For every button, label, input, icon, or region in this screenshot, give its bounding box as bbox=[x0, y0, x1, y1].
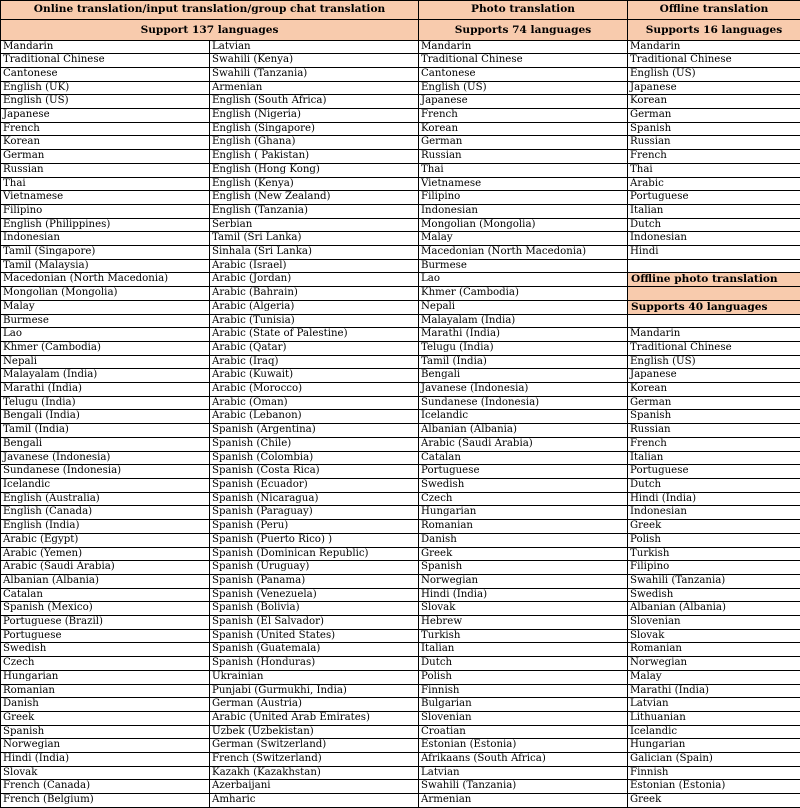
table-row bbox=[1, 54, 800, 68]
table-row bbox=[1, 246, 800, 260]
table-row bbox=[1, 533, 800, 547]
online-language-cell: Spanish (Mexico) bbox=[1, 602, 210, 616]
offline-language-cell: Dutch bbox=[628, 218, 800, 232]
table-row bbox=[1, 479, 800, 493]
offline-photo-language-cell: Italian bbox=[628, 451, 800, 465]
photo-language-cell: Romanian bbox=[419, 520, 628, 534]
online-language-cell: Portuguese (Brazil) bbox=[1, 616, 210, 630]
photo-language-cell: Burmese bbox=[419, 259, 628, 273]
online-language-cell: Macedonian (North Macedonia) bbox=[1, 273, 210, 287]
online-language-cell: Javanese (Indonesia) bbox=[1, 451, 210, 465]
photo-language-cell: Finnish bbox=[419, 684, 628, 698]
photo-language-cell: Turkish bbox=[419, 629, 628, 643]
online-language-cell: English (UK) bbox=[1, 81, 210, 95]
offline-photo-language-cell: Estonian (Estonia) bbox=[628, 780, 800, 794]
offline-language-cell: French bbox=[628, 150, 800, 164]
online-language-cell: Bengali (India) bbox=[1, 410, 210, 424]
photo-language-cell: Croatian bbox=[419, 725, 628, 739]
photo-language-cell: Telugu (India) bbox=[419, 341, 628, 355]
offline-photo-language-cell: Polish bbox=[628, 533, 800, 547]
photo-language-cell: Lao bbox=[419, 273, 628, 287]
online-language-cell: Arabic (Algeria) bbox=[210, 300, 419, 314]
online-language-cell: English (New Zealand) bbox=[210, 191, 419, 205]
online-language-cell: Arabic (Egypt) bbox=[1, 533, 210, 547]
offline-language-cell: Italian bbox=[628, 204, 800, 218]
offline-photo-language-cell: Japanese bbox=[628, 369, 800, 383]
offline-language-cell: Indonesian bbox=[628, 232, 800, 246]
photo-language-cell: Macedonian (North Macedonia) bbox=[419, 246, 628, 260]
table-row bbox=[1, 273, 800, 287]
photo-language-cell: Latvian bbox=[419, 766, 628, 780]
photo-language-cell: Portuguese bbox=[419, 465, 628, 479]
offline-photo-language-cell: Indonesian bbox=[628, 506, 800, 520]
offline-photo-language-cell: Romanian bbox=[628, 643, 800, 657]
online-language-cell: Nepali bbox=[1, 355, 210, 369]
offline-photo-language-cell: Swedish bbox=[628, 588, 800, 602]
table-row bbox=[1, 561, 800, 575]
table-row bbox=[1, 588, 800, 602]
offline-photo-language-cell: Traditional Chinese bbox=[628, 341, 800, 355]
table-row bbox=[1, 122, 800, 136]
online-language-cell: Vietnamese bbox=[1, 191, 210, 205]
photo-language-cell: Swedish bbox=[419, 479, 628, 493]
online-language-cell: Portuguese bbox=[1, 629, 210, 643]
offline-photo-title: Offline photo translation bbox=[628, 273, 800, 287]
table-row bbox=[1, 369, 800, 383]
photo-language-cell: Hebrew bbox=[419, 616, 628, 630]
online-language-cell: Tamil (Malaysia) bbox=[1, 259, 210, 273]
offline-photo-language-cell: Turkish bbox=[628, 547, 800, 561]
photo-language-cell: Tamil (India) bbox=[419, 355, 628, 369]
online-language-cell: Latvian bbox=[210, 40, 419, 54]
table-row bbox=[1, 794, 800, 808]
offline-language-cell: Mandarin bbox=[628, 40, 800, 54]
offline-language-cell: Japanese bbox=[628, 81, 800, 95]
table-row bbox=[1, 670, 800, 684]
online-language-cell: English (Nigeria) bbox=[210, 109, 419, 123]
photo-language-cell: Arabic (Saudi Arabia) bbox=[419, 437, 628, 451]
photo-language-cell: Swahili (Tanzania) bbox=[419, 780, 628, 794]
offline-photo-language-cell: Filipino bbox=[628, 561, 800, 575]
offline-language-cell: English (US) bbox=[628, 67, 800, 81]
online-language-cell: English (Philippines) bbox=[1, 218, 210, 232]
table-row bbox=[1, 547, 800, 561]
online-language-cell: Spanish (Chile) bbox=[210, 437, 419, 451]
online-language-cell: English (India) bbox=[1, 520, 210, 534]
photo-language-cell: Polish bbox=[419, 670, 628, 684]
offline-language-cell: Arabic bbox=[628, 177, 800, 191]
online-language-cell: Norwegian bbox=[1, 739, 210, 753]
online-language-cell: Arabic (Oman) bbox=[210, 396, 419, 410]
online-language-cell: Spanish (Dominican Republic) bbox=[210, 547, 419, 561]
online-language-cell: Spanish (Venezuela) bbox=[210, 588, 419, 602]
offline-language-cell: Hindi bbox=[628, 246, 800, 260]
online-language-cell: Amharic bbox=[210, 794, 419, 808]
online-language-cell: Sundanese (Indonesia) bbox=[1, 465, 210, 479]
online-language-cell: Danish bbox=[1, 698, 210, 712]
offline-photo-language-cell: Greek bbox=[628, 520, 800, 534]
photo-language-cell: Nepali bbox=[419, 300, 628, 314]
offline-photo-title-cont bbox=[628, 287, 800, 301]
photo-header: Photo translation bbox=[419, 1, 628, 20]
online-language-cell: Spanish bbox=[1, 725, 210, 739]
table-row bbox=[1, 259, 800, 273]
table-row bbox=[1, 410, 800, 424]
photo-language-cell: Mandarin bbox=[419, 40, 628, 54]
table-row bbox=[1, 341, 800, 355]
offline-photo-language-cell: Latvian bbox=[628, 698, 800, 712]
table-row bbox=[1, 355, 800, 369]
photo-language-cell: Traditional Chinese bbox=[419, 54, 628, 68]
online-language-cell: French bbox=[1, 122, 210, 136]
online-language-cell: Arabic (Israel) bbox=[210, 259, 419, 273]
photo-language-cell: Vietnamese bbox=[419, 177, 628, 191]
table-row bbox=[1, 574, 800, 588]
online-language-cell: Japanese bbox=[1, 109, 210, 123]
online-language-cell: Burmese bbox=[1, 314, 210, 328]
photo-language-cell: Hungarian bbox=[419, 506, 628, 520]
photo-language-cell: Indonesian bbox=[419, 204, 628, 218]
offline-language-cell: German bbox=[628, 109, 800, 123]
photo-language-cell: Slovak bbox=[419, 602, 628, 616]
table-row bbox=[1, 150, 800, 164]
table-row bbox=[1, 396, 800, 410]
online-language-cell: Serbian bbox=[210, 218, 419, 232]
online-language-cell: Spanish (Argentina) bbox=[210, 424, 419, 438]
online-language-cell: English (Australia) bbox=[1, 492, 210, 506]
table-row bbox=[1, 616, 800, 630]
offline-language-cell: Spanish bbox=[628, 122, 800, 136]
table-row bbox=[1, 753, 800, 767]
table-row bbox=[1, 437, 800, 451]
photo-language-cell: French bbox=[419, 109, 628, 123]
online-language-cell: Slovak bbox=[1, 766, 210, 780]
online-language-cell: English (South Africa) bbox=[210, 95, 419, 109]
header-row bbox=[1, 1, 800, 20]
offline-photo-language-cell: French bbox=[628, 437, 800, 451]
offline-photo-language-cell: Albanian (Albania) bbox=[628, 602, 800, 616]
online-language-cell: Ukrainian bbox=[210, 670, 419, 684]
photo-language-cell: Sundanese (Indonesia) bbox=[419, 396, 628, 410]
photo-language-cell: Afrikaans (South Africa) bbox=[419, 753, 628, 767]
photo-language-cell: Albanian (Albania) bbox=[419, 424, 628, 438]
offline-photo-language-cell: Galician (Spain) bbox=[628, 753, 800, 767]
online-language-cell: Icelandic bbox=[1, 479, 210, 493]
online-language-cell: Mandarin bbox=[1, 40, 210, 54]
offline-header: Offline translation bbox=[628, 1, 800, 20]
online-language-cell: Arabic (Bahrain) bbox=[210, 287, 419, 301]
photo-language-cell: Icelandic bbox=[419, 410, 628, 424]
subheader-row bbox=[1, 19, 800, 40]
online-language-cell: Swedish bbox=[1, 643, 210, 657]
table-row bbox=[1, 629, 800, 643]
online-language-cell: Arabic (Lebanon) bbox=[210, 410, 419, 424]
table-row bbox=[1, 780, 800, 794]
photo-count: Supports 74 languages bbox=[419, 19, 628, 40]
photo-language-cell: Hindi (India) bbox=[419, 588, 628, 602]
photo-language-cell: Mongolian (Mongolia) bbox=[419, 218, 628, 232]
offline-photo-language-cell: English (US) bbox=[628, 355, 800, 369]
table-row bbox=[1, 602, 800, 616]
table-row bbox=[1, 725, 800, 739]
online-language-cell: French (Switzerland) bbox=[210, 753, 419, 767]
table-row bbox=[1, 136, 800, 150]
offline-language-cell: Thai bbox=[628, 163, 800, 177]
photo-language-cell: Marathi (India) bbox=[419, 328, 628, 342]
online-language-cell: Russian bbox=[1, 163, 210, 177]
table-row bbox=[1, 766, 800, 780]
offline-photo-language-cell: Korean bbox=[628, 383, 800, 397]
photo-language-cell: Dutch bbox=[419, 657, 628, 671]
photo-language-cell: Javanese (Indonesia) bbox=[419, 383, 628, 397]
offline-photo-language-cell: Slovak bbox=[628, 629, 800, 643]
online-language-cell: Traditional Chinese bbox=[1, 54, 210, 68]
online-language-cell: German (Switzerland) bbox=[210, 739, 419, 753]
offline-photo-language-cell: Finnish bbox=[628, 766, 800, 780]
online-language-cell: Indonesian bbox=[1, 232, 210, 246]
online-language-cell: Malay bbox=[1, 300, 210, 314]
photo-language-cell: Danish bbox=[419, 533, 628, 547]
offline-photo-language-cell: Russian bbox=[628, 424, 800, 438]
online-language-cell: Spanish (Paraguay) bbox=[210, 506, 419, 520]
online-language-cell: Spanish (Puerto Rico) ) bbox=[210, 533, 419, 547]
online-language-cell: Czech bbox=[1, 657, 210, 671]
offline-photo-language-cell: German bbox=[628, 396, 800, 410]
online-language-cell: Tamil (Sri Lanka) bbox=[210, 232, 419, 246]
photo-language-cell: Slovenian bbox=[419, 711, 628, 725]
table-row bbox=[1, 328, 800, 342]
photo-language-cell: Armenian bbox=[419, 794, 628, 808]
photo-language-cell: English (US) bbox=[419, 81, 628, 95]
offline-language-cell: Russian bbox=[628, 136, 800, 150]
online-language-cell: Spanish (El Salvador) bbox=[210, 616, 419, 630]
photo-language-cell: Estonian (Estonia) bbox=[419, 739, 628, 753]
photo-language-cell: Spanish bbox=[419, 561, 628, 575]
offline-photo-language-cell: Spanish bbox=[628, 410, 800, 424]
online-language-cell: Spanish (Peru) bbox=[210, 520, 419, 534]
photo-language-cell: Korean bbox=[419, 122, 628, 136]
online-language-cell: Arabic (Qatar) bbox=[210, 341, 419, 355]
online-count: Support 137 languages bbox=[1, 19, 419, 40]
offline-photo-language-cell: Dutch bbox=[628, 479, 800, 493]
table-row bbox=[1, 506, 800, 520]
offline-photo-language-cell: Swahili (Tanzania) bbox=[628, 574, 800, 588]
online-language-cell: Kazakh (Kazakhstan) bbox=[210, 766, 419, 780]
table-row bbox=[1, 232, 800, 246]
table-row bbox=[1, 218, 800, 232]
photo-language-cell: Malayalam (India) bbox=[419, 314, 628, 328]
offline-language-cell: Portuguese bbox=[628, 191, 800, 205]
online-language-cell: Arabic (Iraq) bbox=[210, 355, 419, 369]
offline-count: Supports 16 languages bbox=[628, 19, 800, 40]
table-row bbox=[1, 177, 800, 191]
online-language-cell: Punjabi (Gurmukhi, India) bbox=[210, 684, 419, 698]
offline-language-cell: Korean bbox=[628, 95, 800, 109]
online-language-cell: English (Tanzania) bbox=[210, 204, 419, 218]
offline-photo-language-cell: Hindi (India) bbox=[628, 492, 800, 506]
table-row bbox=[1, 684, 800, 698]
online-language-cell: Swahili (Kenya) bbox=[210, 54, 419, 68]
offline-photo-language-cell: Malay bbox=[628, 670, 800, 684]
online-language-cell: Mongolian (Mongolia) bbox=[1, 287, 210, 301]
online-language-cell: Arabic (United Arab Emirates) bbox=[210, 711, 419, 725]
photo-language-cell: Japanese bbox=[419, 95, 628, 109]
online-language-cell: French (Canada) bbox=[1, 780, 210, 794]
online-language-cell: Spanish (Guatemala) bbox=[210, 643, 419, 657]
online-language-cell: English (Ghana) bbox=[210, 136, 419, 150]
online-header: Online translation/input translation/group chat translation bbox=[1, 1, 419, 20]
table-row bbox=[1, 67, 800, 81]
online-language-cell: Bengali bbox=[1, 437, 210, 451]
photo-language-cell: Italian bbox=[419, 643, 628, 657]
online-language-cell: English (Kenya) bbox=[210, 177, 419, 191]
online-language-cell: Hungarian bbox=[1, 670, 210, 684]
online-language-cell: Spanish (United States) bbox=[210, 629, 419, 643]
table-row bbox=[1, 520, 800, 534]
table-row bbox=[1, 287, 800, 301]
online-language-cell: Romanian bbox=[1, 684, 210, 698]
photo-language-cell: Czech bbox=[419, 492, 628, 506]
table-row bbox=[1, 163, 800, 177]
online-language-cell: Spanish (Uruguay) bbox=[210, 561, 419, 575]
online-language-cell: Lao bbox=[1, 328, 210, 342]
photo-language-cell: Bengali bbox=[419, 369, 628, 383]
online-language-cell: Arabic (Saudi Arabia) bbox=[1, 561, 210, 575]
online-language-cell: Tamil (India) bbox=[1, 424, 210, 438]
photo-language-cell: Catalan bbox=[419, 451, 628, 465]
offline-photo-language-cell: Mandarin bbox=[628, 328, 800, 342]
online-language-cell: Catalan bbox=[1, 588, 210, 602]
photo-language-cell: Cantonese bbox=[419, 67, 628, 81]
online-language-cell: English (Singapore) bbox=[210, 122, 419, 136]
online-language-cell: Telugu (India) bbox=[1, 396, 210, 410]
online-language-cell: English (Canada) bbox=[1, 506, 210, 520]
offline-photo-language-cell: Marathi (India) bbox=[628, 684, 800, 698]
table-row bbox=[1, 109, 800, 123]
online-language-cell: German (Austria) bbox=[210, 698, 419, 712]
online-language-cell: English (US) bbox=[1, 95, 210, 109]
photo-language-cell: Russian bbox=[419, 150, 628, 164]
offline-language-cell: Traditional Chinese bbox=[628, 54, 800, 68]
offline-photo-language-cell: Portuguese bbox=[628, 465, 800, 479]
online-language-cell: Arabic (Kuwait) bbox=[210, 369, 419, 383]
online-language-cell: Uzbek (Uzbekistan) bbox=[210, 725, 419, 739]
photo-language-cell: Bulgarian bbox=[419, 698, 628, 712]
table-row bbox=[1, 191, 800, 205]
online-language-cell: Spanish (Honduras) bbox=[210, 657, 419, 671]
online-language-cell: Hindi (India) bbox=[1, 753, 210, 767]
online-language-cell: Khmer (Cambodia) bbox=[1, 341, 210, 355]
photo-language-cell: German bbox=[419, 136, 628, 150]
table-row bbox=[1, 300, 800, 314]
table-row bbox=[1, 698, 800, 712]
table-row bbox=[1, 424, 800, 438]
online-language-cell: Tamil (Singapore) bbox=[1, 246, 210, 260]
online-language-cell: Arabic (State of Palestine) bbox=[210, 328, 419, 342]
online-language-cell: Albanian (Albania) bbox=[1, 574, 210, 588]
online-language-cell: Thai bbox=[1, 177, 210, 191]
online-language-cell: Azerbaijani bbox=[210, 780, 419, 794]
table-row bbox=[1, 451, 800, 465]
table-row bbox=[1, 739, 800, 753]
online-language-cell: Arabic (Jordan) bbox=[210, 273, 419, 287]
table-row bbox=[1, 81, 800, 95]
spacer-cell bbox=[628, 314, 800, 328]
photo-language-cell: Greek bbox=[419, 547, 628, 561]
online-language-cell: Arabic (Yemen) bbox=[1, 547, 210, 561]
online-language-cell: German bbox=[1, 150, 210, 164]
table-row bbox=[1, 383, 800, 397]
photo-language-cell: Khmer (Cambodia) bbox=[419, 287, 628, 301]
table-row bbox=[1, 40, 800, 54]
photo-language-cell: Malay bbox=[419, 232, 628, 246]
online-language-cell: Marathi (India) bbox=[1, 383, 210, 397]
photo-language-cell: Filipino bbox=[419, 191, 628, 205]
online-language-cell: Spanish (Nicaragua) bbox=[210, 492, 419, 506]
table-row bbox=[1, 711, 800, 725]
offline-photo-language-cell: Lithuanian bbox=[628, 711, 800, 725]
table-row bbox=[1, 643, 800, 657]
table-row bbox=[1, 314, 800, 328]
table-row bbox=[1, 204, 800, 218]
online-language-cell: Spanish (Panama) bbox=[210, 574, 419, 588]
offline-photo-count: Supports 40 languages bbox=[628, 300, 800, 314]
online-language-cell: Arabic (Tunisia) bbox=[210, 314, 419, 328]
offline-photo-language-cell: Greek bbox=[628, 794, 800, 808]
online-language-cell: Filipino bbox=[1, 204, 210, 218]
offline-photo-language-cell: Norwegian bbox=[628, 657, 800, 671]
online-language-cell: Swahili (Tanzania) bbox=[210, 67, 419, 81]
table-row bbox=[1, 465, 800, 479]
online-language-cell: Spanish (Colombia) bbox=[210, 451, 419, 465]
offline-photo-language-cell: Slovenian bbox=[628, 616, 800, 630]
offline-photo-language-cell: Icelandic bbox=[628, 725, 800, 739]
online-language-cell: Arabic (Morocco) bbox=[210, 383, 419, 397]
offline-photo-language-cell: Hungarian bbox=[628, 739, 800, 753]
table-row bbox=[1, 492, 800, 506]
online-language-cell: Armenian bbox=[210, 81, 419, 95]
online-language-cell: Greek bbox=[1, 711, 210, 725]
online-language-cell: Spanish (Bolivia) bbox=[210, 602, 419, 616]
table-row bbox=[1, 95, 800, 109]
online-language-cell: Spanish (Costa Rica) bbox=[210, 465, 419, 479]
online-language-cell: English (Hong Kong) bbox=[210, 163, 419, 177]
online-language-cell: Malayalam (India) bbox=[1, 369, 210, 383]
photo-language-cell: Norwegian bbox=[419, 574, 628, 588]
online-language-cell: Spanish (Ecuador) bbox=[210, 479, 419, 493]
online-language-cell: Sinhala (Sri Lanka) bbox=[210, 246, 419, 260]
online-language-cell: Korean bbox=[1, 136, 210, 150]
table-row bbox=[1, 657, 800, 671]
online-language-cell: French (Belgium) bbox=[1, 794, 210, 808]
photo-language-cell: Thai bbox=[419, 163, 628, 177]
online-language-cell: Cantonese bbox=[1, 67, 210, 81]
spacer-cell bbox=[628, 259, 800, 273]
online-language-cell: English ( Pakistan) bbox=[210, 150, 419, 164]
